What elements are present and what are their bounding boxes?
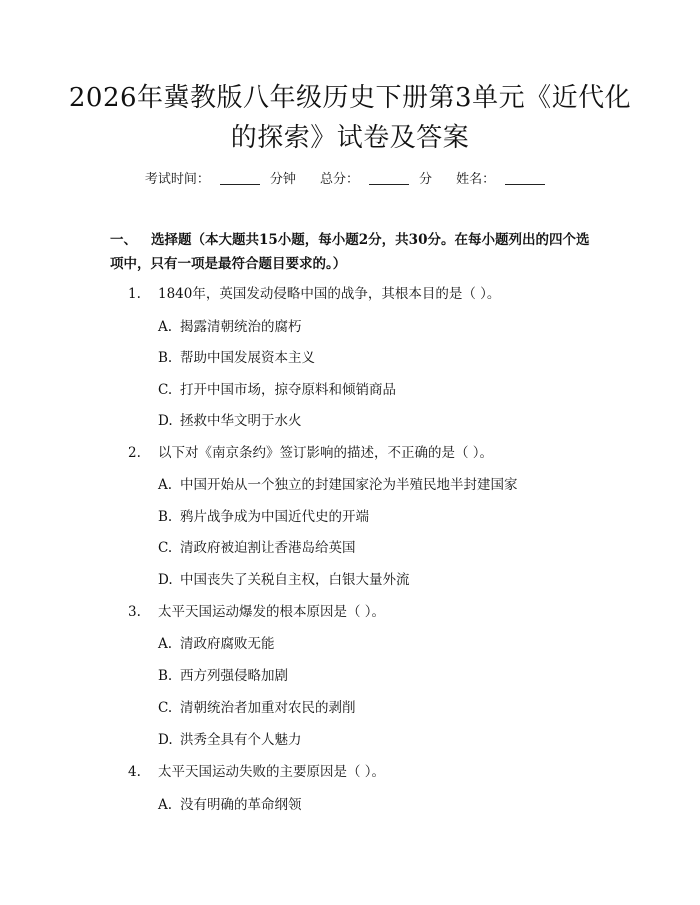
- option-text: 清政府被迫割让香港岛给英国: [180, 540, 356, 556]
- name-blank: [505, 183, 545, 185]
- option-letter: A.: [158, 477, 173, 493]
- option-letter: B.: [158, 350, 173, 366]
- option-text: 中国开始从一个独立的封建国家沦为半殖民地半封建国家: [180, 477, 518, 493]
- question-1-option-c: [158, 378, 396, 398]
- option-letter: A.: [158, 636, 173, 652]
- option-letter: C.: [158, 540, 173, 556]
- time-blank: [220, 183, 260, 185]
- question-2-option-a: [158, 473, 518, 493]
- score-label: 总分：: [319, 172, 359, 187]
- question-text: 1840年，英国发动侵略中国的战争，其根本目的是（ ）。: [158, 286, 501, 302]
- exam-name: [456, 168, 555, 187]
- question-2-option-b: [158, 505, 369, 525]
- question-number: 4.: [128, 764, 141, 780]
- section-heading: [110, 228, 600, 276]
- question-1: [128, 282, 500, 302]
- question-1-option-b: [158, 346, 315, 366]
- question-number: 2.: [128, 445, 141, 461]
- score-unit: 分: [419, 172, 433, 187]
- option-text: 没有明确的革命纲领: [180, 797, 302, 813]
- question-number: 3.: [128, 604, 141, 620]
- option-letter: A.: [158, 797, 173, 813]
- section-text: 选择题（本大题共15小题，每小题2分，共30分。在每小题列出的四个选项中，只有一项是最符合题目要求的。）: [110, 232, 590, 272]
- exam-time: [145, 168, 296, 187]
- question-text: 以下对《南京条约》签订影响的描述，不正确的是（ ）。: [158, 445, 494, 461]
- question-3: [128, 600, 385, 620]
- score-blank: [369, 183, 409, 185]
- section-number: 一、: [110, 232, 137, 248]
- option-text: 打开中国市场，掠夺原料和倾销商品: [180, 382, 396, 398]
- question-3-option-b: [158, 664, 288, 684]
- option-text: 揭露清朝统治的腐朽: [180, 319, 302, 335]
- exam-score: [320, 168, 432, 187]
- option-text: 西方列强侵略加剧: [180, 668, 288, 684]
- time-unit: 分钟: [269, 172, 296, 187]
- question-number: 1.: [128, 286, 141, 302]
- time-label: 考试时间：: [144, 172, 210, 187]
- question-3-option-c: [158, 696, 356, 716]
- option-text: 拯救中华文明于水火: [180, 413, 302, 429]
- option-text: 鸦片战争成为中国近代史的开端: [180, 509, 369, 525]
- option-letter: C.: [158, 700, 173, 716]
- question-4-option-a: [158, 793, 302, 813]
- exam-meta: [0, 168, 700, 187]
- question-text: 太平天国运动失败的主要原因是（ ）。: [158, 764, 386, 780]
- option-letter: A.: [158, 319, 173, 335]
- option-text: 清政府腐败无能: [180, 636, 275, 652]
- document-title: 2026年冀教版八年级历史下册第3单元《近代化的探索》试卷及答案: [68, 83, 632, 153]
- question-2: [128, 441, 493, 461]
- option-letter: D.: [158, 732, 173, 748]
- option-text: 帮助中国发展资本主义: [180, 350, 315, 366]
- question-text: 太平天国运动爆发的根本原因是（ ）。: [158, 604, 386, 620]
- option-letter: C.: [158, 382, 173, 398]
- option-letter: B.: [158, 668, 173, 684]
- question-4: [128, 760, 385, 780]
- option-letter: D.: [158, 413, 173, 429]
- question-1-option-a: [158, 315, 302, 335]
- option-text: 洪秀全具有个人魅力: [180, 732, 302, 748]
- name-label: 姓名：: [456, 172, 496, 187]
- option-text: 中国丧失了关税自主权，白银大量外流: [180, 572, 410, 588]
- question-2-option-c: [158, 536, 356, 556]
- option-letter: D.: [158, 572, 173, 588]
- question-3-option-a: [158, 632, 275, 652]
- question-2-option-d: [158, 568, 410, 588]
- option-text: 清朝统治者加重对农民的剥削: [180, 700, 356, 716]
- question-3-option-d: [158, 728, 302, 748]
- question-1-option-d: [158, 409, 302, 429]
- option-letter: B.: [158, 509, 173, 525]
